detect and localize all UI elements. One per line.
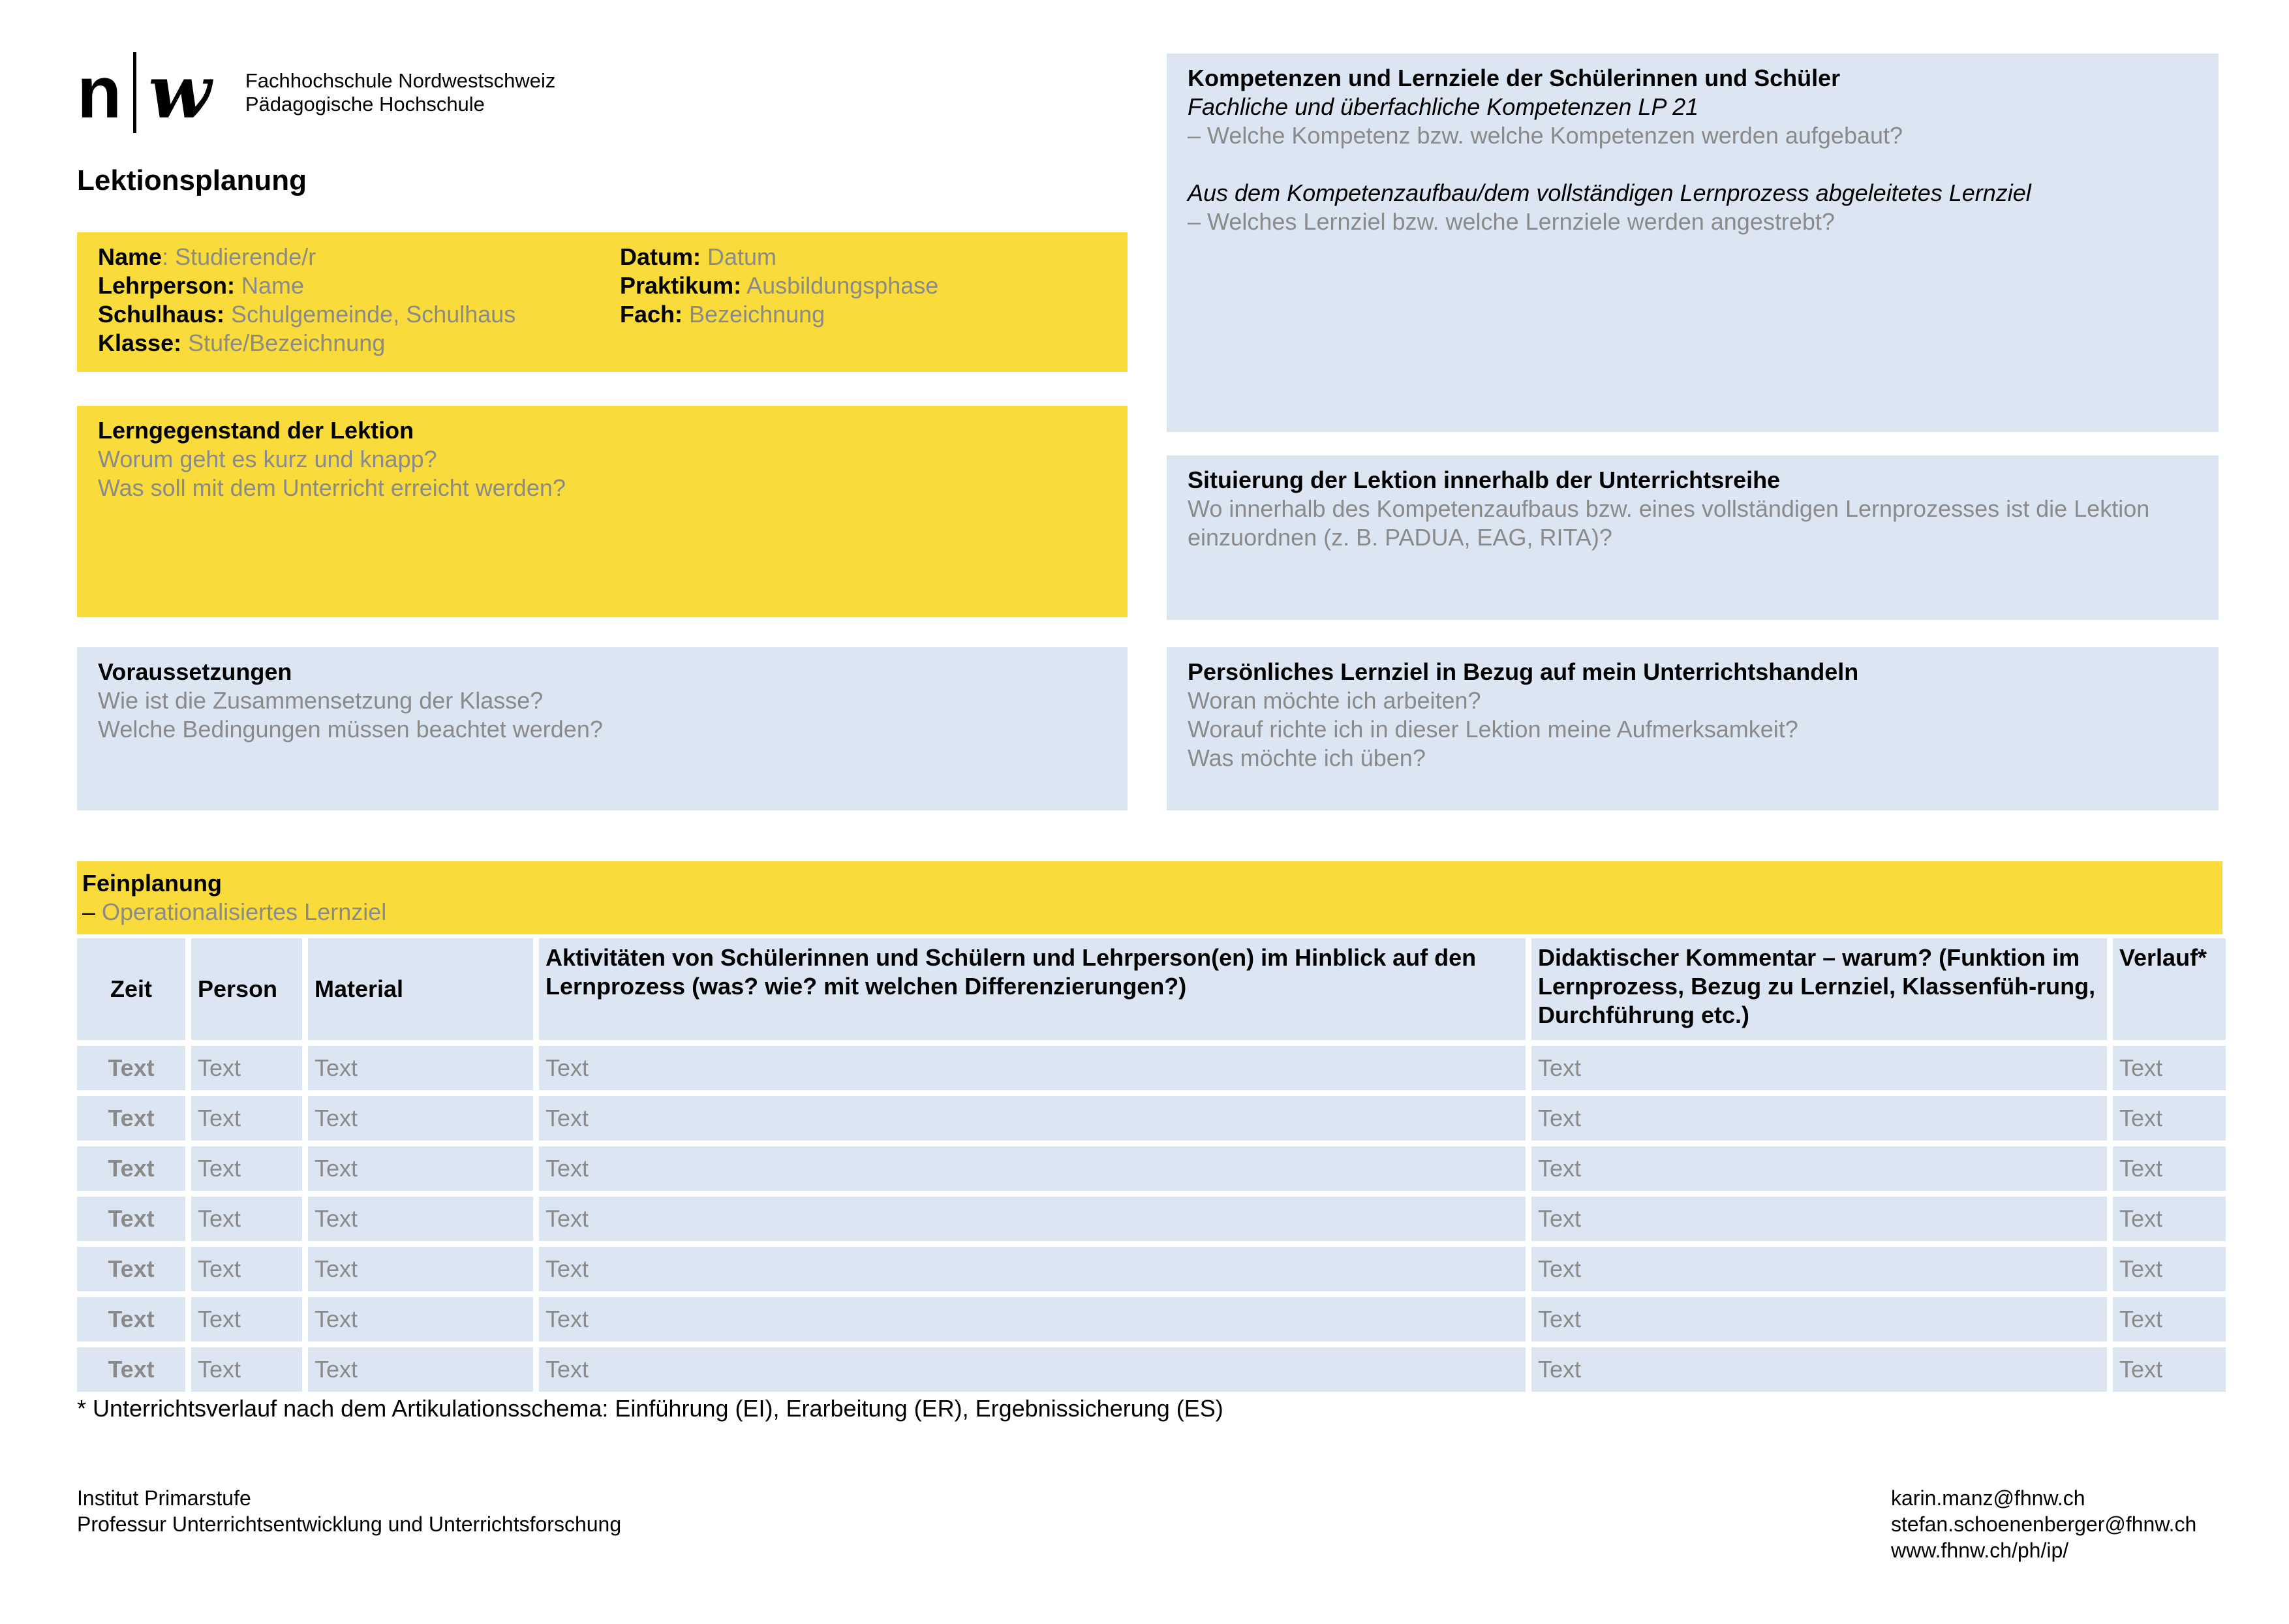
logo-letter-w: w xyxy=(148,50,211,135)
fhnw-logo xyxy=(77,52,555,133)
cell-aktivitaeten[interactable]: Text xyxy=(539,1297,1526,1341)
col-header-person: Person xyxy=(191,938,302,1040)
info-right-column xyxy=(620,243,938,329)
spacer xyxy=(1188,150,2198,179)
cell-aktivitaeten[interactable]: Text xyxy=(539,1197,1526,1241)
table-row xyxy=(77,1297,2226,1341)
logo-divider xyxy=(133,52,136,133)
situierung-heading: Situierung der Lektion innerhalb der Unterrichtsreihe xyxy=(1188,467,1781,493)
cell-kommentar[interactable]: Text xyxy=(1531,1247,2107,1291)
kompetenzen-heading: Kompetenzen und Lernziele der Schülerinnen und Schüler xyxy=(1188,65,1841,91)
footer-email-2[interactable]: stefan.schoenenberger@fhnw.ch xyxy=(1891,1512,2197,1536)
persoenliches-lernziel-box[interactable] xyxy=(1167,647,2219,810)
lerngegenstand-line-2: Was soll mit dem Unterricht erreicht werden? xyxy=(98,474,566,501)
lerngegenstand-heading: Lerngegenstand der Lektion xyxy=(98,417,414,444)
cell-person[interactable]: Text xyxy=(191,1096,302,1141)
cell-material[interactable]: Text xyxy=(308,1046,533,1090)
cell-kommentar[interactable]: Text xyxy=(1531,1096,2107,1141)
col-header-zeit: Zeit xyxy=(77,938,185,1040)
voraussetzungen-line-1: Wie ist die Zusammensetzung der Klasse? xyxy=(98,687,544,714)
feinplanung-table-body xyxy=(77,1046,2226,1392)
cell-verlauf[interactable]: Text xyxy=(2113,1247,2226,1291)
kompetenzen-question-1: – Welche Kompetenz bzw. welche Kompetenzen werden aufgebaut? xyxy=(1188,122,1903,149)
table-row xyxy=(77,1046,2226,1090)
table-row xyxy=(77,1197,2226,1241)
cell-person[interactable]: Text xyxy=(191,1247,302,1291)
info-left-column xyxy=(98,243,515,358)
cell-zeit[interactable]: Text xyxy=(77,1197,185,1241)
table-row xyxy=(77,1247,2226,1291)
persoenlich-heading: Persönliches Lernziel in Bezug auf mein Unterrichtshandeln xyxy=(1188,658,1859,685)
cell-person[interactable]: Text xyxy=(191,1146,302,1191)
logo-mark xyxy=(77,52,211,133)
cell-kommentar[interactable]: Text xyxy=(1531,1297,2107,1341)
cell-kommentar[interactable]: Text xyxy=(1531,1146,2107,1191)
cell-material[interactable]: Text xyxy=(308,1197,533,1241)
cell-verlauf[interactable]: Text xyxy=(2113,1197,2226,1241)
klasse-field[interactable]: Klasse: Stufe/Bezeichnung xyxy=(98,329,386,356)
voraussetzungen-line-2: Welche Bedingungen müssen beachtet werden? xyxy=(98,716,603,743)
feinplanung-box[interactable] xyxy=(77,861,2222,934)
feinplanung-subline: – Operationalisiertes Lernziel xyxy=(82,898,387,925)
footer-email-1[interactable]: karin.manz@fhnw.ch xyxy=(1891,1486,2085,1510)
cell-verlauf[interactable]: Text xyxy=(2113,1347,2226,1392)
footer-contact xyxy=(1891,1485,2196,1563)
cell-verlauf[interactable]: Text xyxy=(2113,1046,2226,1090)
cell-person[interactable]: Text xyxy=(191,1046,302,1090)
cell-zeit[interactable]: Text xyxy=(77,1096,185,1141)
schulhaus-field[interactable]: Schulhaus: Schulgemeinde, Schulhaus xyxy=(98,301,516,328)
name-field[interactable]: Name: Studierende/r xyxy=(98,243,316,270)
table-row xyxy=(77,1146,2226,1191)
footer-website-link[interactable]: www.fhnw.ch/ph/ip/ xyxy=(1891,1539,2069,1562)
col-header-aktivitaeten: Aktivitäten von Schülerinnen und Schülern und Lehrperson(en) im Hinblick auf den Lernprozess (was? wie? mit welchen Differenzierungen?) xyxy=(539,938,1526,1040)
cell-zeit[interactable]: Text xyxy=(77,1046,185,1090)
page-title: Lektionsplanung xyxy=(77,164,307,196)
lerngegenstand-line-1: Worum geht es kurz und knapp? xyxy=(98,446,437,472)
feinplanung-table xyxy=(71,932,2232,1398)
kompetenzen-subheading-2: Aus dem Kompetenzaufbau/dem vollständigen Lernprozess abgeleitetes Lernziel xyxy=(1188,179,2031,206)
col-header-material: Material xyxy=(308,938,533,1040)
footer-institute-line-2: Professur Unterrichtsentwicklung und Unterrichtsforschung xyxy=(77,1512,622,1536)
cell-aktivitaeten[interactable]: Text xyxy=(539,1046,1526,1090)
praktikum-field[interactable]: Praktikum: Ausbildungsphase xyxy=(620,272,939,299)
cell-zeit[interactable]: Text xyxy=(77,1297,185,1341)
cell-aktivitaeten[interactable]: Text xyxy=(539,1146,1526,1191)
voraussetzungen-heading: Voraussetzungen xyxy=(98,658,292,685)
kompetenzen-subheading-1: Fachliche und überfachliche Kompetenzen LP 21 xyxy=(1188,93,1699,120)
fach-field[interactable]: Fach: Bezeichnung xyxy=(620,301,825,328)
cell-material[interactable]: Text xyxy=(308,1146,533,1191)
cell-kommentar[interactable]: Text xyxy=(1531,1197,2107,1241)
footer-institute xyxy=(77,1485,621,1537)
logo-line-2: Pädagogische Hochschule xyxy=(245,93,485,115)
footnote: * Unterrichtsverlauf nach dem Artikulationsschema: Einführung (EI), Erarbeitung (ER), Ergebnissicherung (ES) xyxy=(77,1395,1223,1422)
persoenlich-line-2: Worauf richte ich in dieser Lektion meine Aufmerksamkeit? xyxy=(1188,716,1798,743)
table-row xyxy=(77,1347,2226,1392)
cell-material[interactable]: Text xyxy=(308,1297,533,1341)
cell-kommentar[interactable]: Text xyxy=(1531,1046,2107,1090)
cell-zeit[interactable]: Text xyxy=(77,1347,185,1392)
persoenlich-line-3: Was möchte ich üben? xyxy=(1188,744,1426,771)
situierung-line-2: einzuordnen (z. B. PADUA, EAG, RITA)? xyxy=(1188,524,1612,551)
cell-verlauf[interactable]: Text xyxy=(2113,1146,2226,1191)
feinplanung-heading: Feinplanung xyxy=(82,870,222,896)
datum-field[interactable]: Datum: Datum xyxy=(620,243,777,270)
logo-text xyxy=(245,69,556,116)
footer-institute-line-1: Institut Primarstufe xyxy=(77,1486,251,1510)
cell-material[interactable]: Text xyxy=(308,1247,533,1291)
table-row xyxy=(77,1096,2226,1141)
col-header-verlauf: Verlauf* xyxy=(2113,938,2226,1040)
cell-aktivitaeten[interactable]: Text xyxy=(539,1096,1526,1141)
col-header-kommentar: Didaktischer Kommentar – warum? (Funktion im Lernprozess, Bezug zu Lernziel, Klassenfüh-rung, Durchführung etc.) xyxy=(1531,938,2107,1040)
persoenlich-line-1: Woran möchte ich arbeiten? xyxy=(1188,687,1481,714)
cell-person[interactable]: Text xyxy=(191,1297,302,1341)
cell-material[interactable]: Text xyxy=(308,1096,533,1141)
cell-material[interactable]: Text xyxy=(308,1347,533,1392)
cell-aktivitaeten[interactable]: Text xyxy=(539,1247,1526,1291)
voraussetzungen-box[interactable] xyxy=(77,647,1128,810)
cell-person[interactable]: Text xyxy=(191,1347,302,1392)
situierung-box[interactable] xyxy=(1167,455,2219,620)
logo-line-1: Fachhochschule Nordwestschweiz xyxy=(245,69,556,92)
cell-verlauf[interactable]: Text xyxy=(2113,1297,2226,1341)
cell-kommentar[interactable]: Text xyxy=(1531,1347,2107,1392)
cell-zeit[interactable]: Text xyxy=(77,1247,185,1291)
cell-person[interactable]: Text xyxy=(191,1197,302,1241)
cell-verlauf[interactable]: Text xyxy=(2113,1096,2226,1141)
situierung-line-1: Wo innerhalb des Kompetenzaufbaus bzw. eines vollständigen Lernprozesses ist die Lektion xyxy=(1188,495,2150,522)
cell-zeit[interactable]: Text xyxy=(77,1146,185,1191)
lerngegenstand-box[interactable] xyxy=(77,406,1128,617)
cell-aktivitaeten[interactable]: Text xyxy=(539,1347,1526,1392)
kompetenzen-question-2: – Welches Lernziel bzw. welche Lernziele werden angestrebt? xyxy=(1188,208,1835,235)
logo-letter-n: n xyxy=(77,52,122,133)
lehrperson-field[interactable]: Lehrperson: Name xyxy=(98,272,305,299)
kompetenzen-box[interactable] xyxy=(1167,54,2219,432)
info-box xyxy=(77,232,1128,372)
